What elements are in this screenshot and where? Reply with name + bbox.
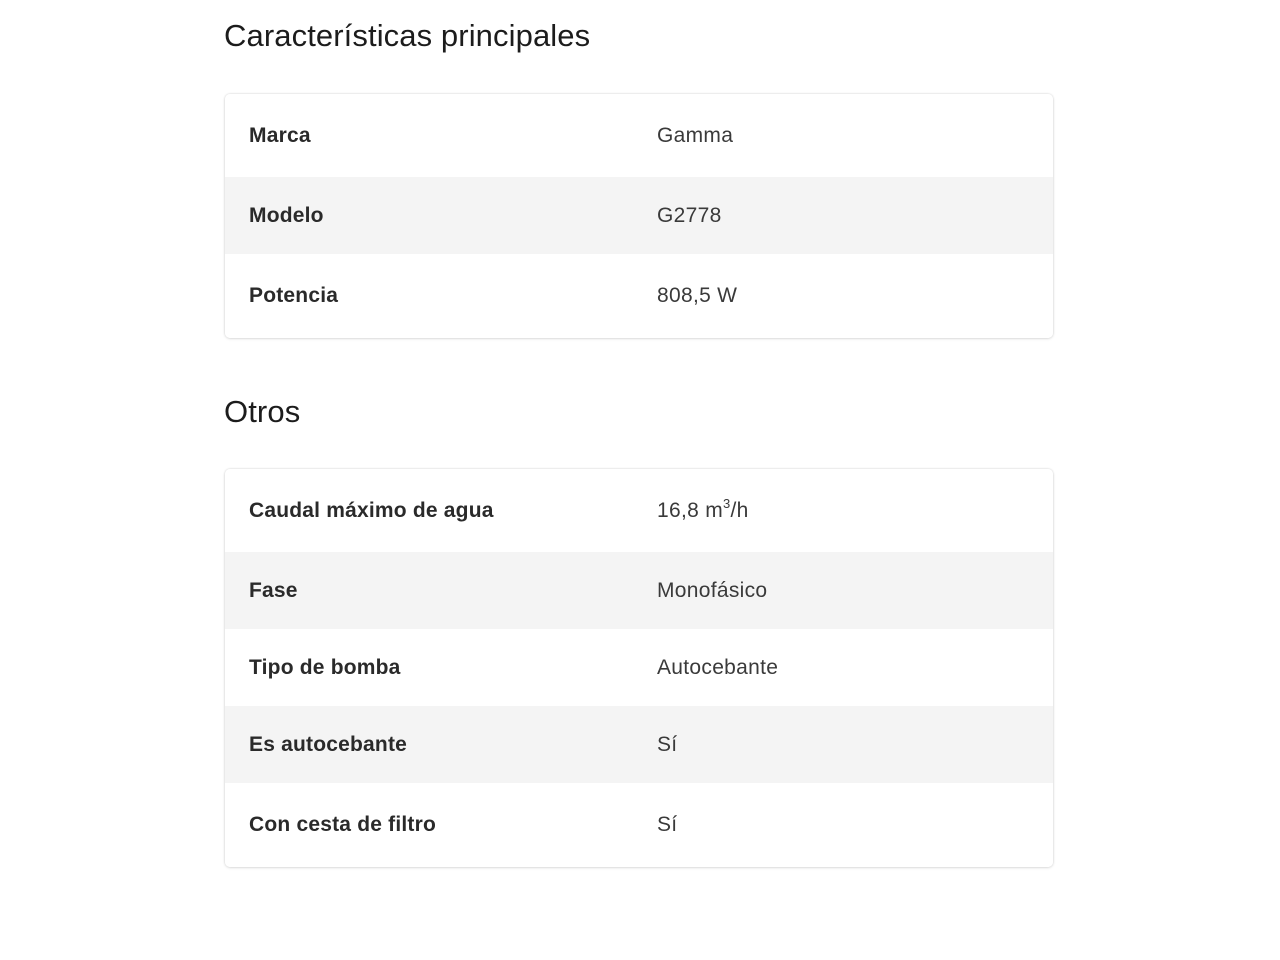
spec-row-phase <box>225 552 1053 629</box>
spec-value: Sí <box>657 732 678 756</box>
spec-value: Gamma <box>657 123 734 147</box>
spec-label: Caudal máximo de agua <box>249 498 494 522</box>
section-title-main-features: Características principales <box>224 18 591 53</box>
spec-row-brand <box>225 94 1053 177</box>
spec-value-number: 16,8 m <box>657 498 723 522</box>
spec-row-power <box>225 254 1053 338</box>
spec-row-model <box>225 177 1053 254</box>
spec-table-main-features <box>225 94 1053 338</box>
spec-table-others <box>225 469 1053 867</box>
spec-label: Es autocebante <box>249 732 408 756</box>
spec-label: Modelo <box>249 203 324 227</box>
spec-label: Con cesta de filtro <box>249 813 436 836</box>
spec-row-self-priming <box>225 706 1053 783</box>
spec-value: Autocebante <box>657 655 779 679</box>
spec-value-suffix: /h <box>730 498 749 522</box>
spec-value: Monofásico <box>657 578 768 602</box>
spec-label: Tipo de bomba <box>249 655 401 679</box>
spec-row-pump-type <box>225 629 1053 706</box>
spec-label: Fase <box>249 578 298 602</box>
spec-value: 808,5 W <box>657 284 738 307</box>
spec-value: Sí <box>657 813 678 836</box>
spec-label: Potencia <box>249 284 339 307</box>
spec-label: Marca <box>249 123 311 147</box>
spec-value: G2778 <box>657 203 722 227</box>
spec-value-superscript: 3 <box>723 495 731 511</box>
spec-row-max-water-flow <box>225 469 1053 552</box>
spec-value <box>657 495 1053 523</box>
spec-row-filter-basket <box>225 783 1053 867</box>
section-title-others: Otros <box>224 394 301 429</box>
